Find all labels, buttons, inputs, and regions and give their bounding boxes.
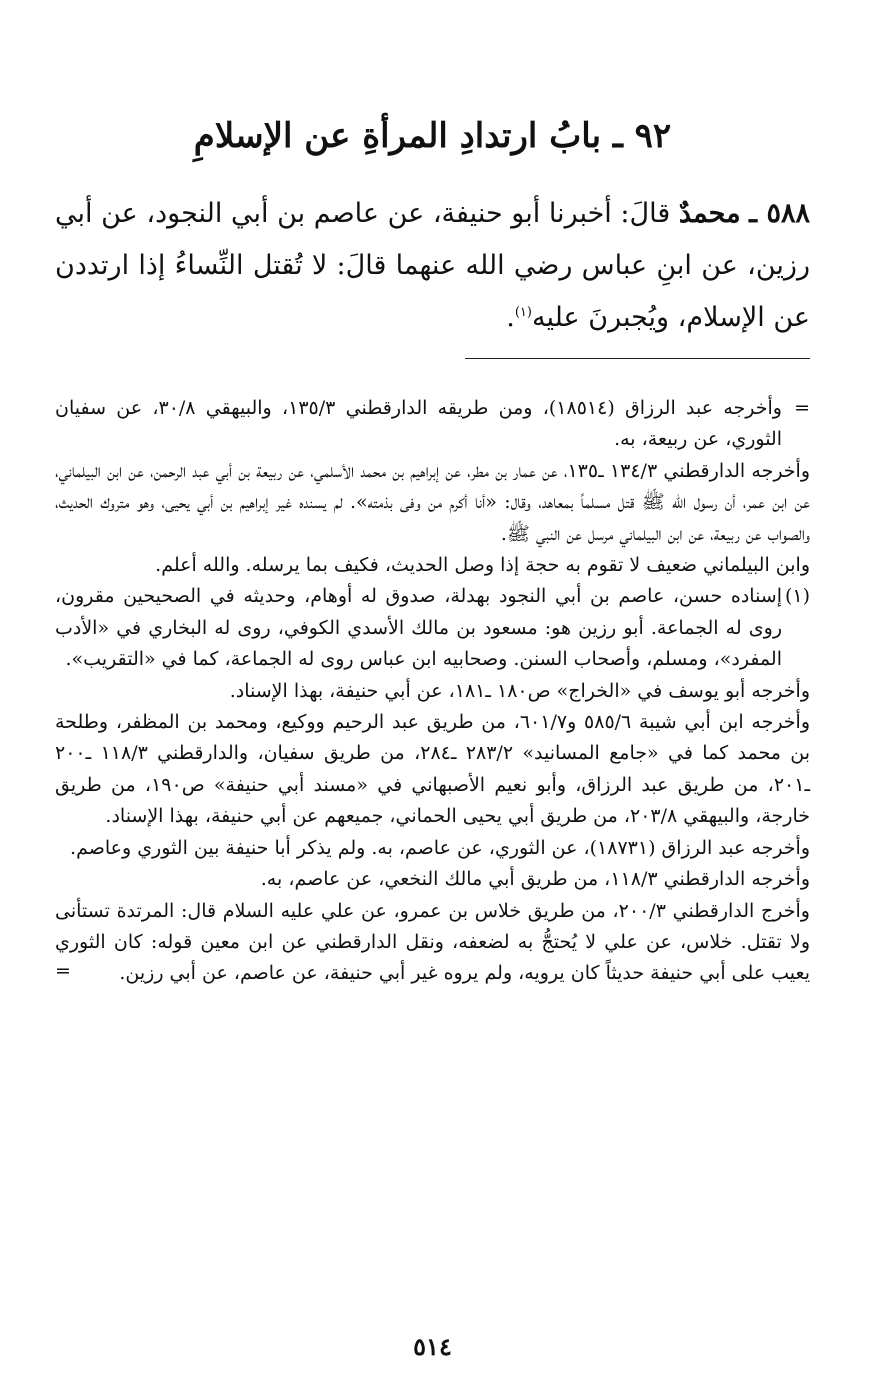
footnote-paragraph: وأخرجه أبو يوسف في «الخراج» ص١٨٠ ـ١٨١، عن أبي حنيفة، بهذا الإسناد. [229,679,810,702]
hadith-end: . [506,302,515,333]
footnote-continuation-text: وأخرجه عبد الرزاق (١٨٥١٤)، ومن طريقه الدارقطني ١٣٥/٣، والبيهقي ٣٠/٨، عن سفيان الثوري، عن ربيعة، به. [55,397,782,451]
footnote-1-text: إسناده حسن، عاصم بن أبي النجود بهدلة، صدوق له أوهام، وحديثه في الصحيحين مقرون، روى له الجماعة. أبو رزين هو: مسعود بن مالك الأسدي الكوفي، روى له البخاري في «الأدب المفرد»، ومسلم، وأصحاب السنن. وصحابيه ابن عباس روى له الجماعة، كما في «التقريب». [55,585,782,671]
footnote-paragraph [55,896,810,990]
book-page [55,0,810,1392]
footnote-paragraph-text: وأخرج الدارقطني ٢٠٠/٣، من طريق خلاس بن عمرو، عن علي عليه السلام قال: المرتدة تستأنى ولا تقتل. خلاس، عن علي لا يُحتجُّ به لضعفه، ونقل الدارقطني عن ابن معين قوله: كان الثوري يعيب على أبي حنيفة حديثاً كان يرويه، ولم يروه غير أبي حنيفة، عن عاصم، عن أبي رزين. [55,899,810,985]
footnote-paragraph: وأخرجه الدارقطني ١٣٤/٣ ـ١٣٥، عن عمار بن مطر، عن إبراهيم بن محمد الأسلمي، عن ربيعة بن أبي عبد الرحمن، عن ابن البيلماني، عن ابن عمر، أن رسول الله ﷺ قتل مسلماً بمعاهد، وقال: «أنا أكرم من وفى بذمته». لم يسنده غير إبراهيم بن أبي يحيى، وهو متروك الحديث، والصواب عن ربيعة، عن ابن البيلماني مرسل عن النبي ﷺ. [55,459,811,545]
footnote-separator [465,358,810,359]
page-number: ٥١٤ [413,1332,452,1361]
continues-next-page-mark: = [55,960,71,983]
footnote-paragraph: وأخرجه عبد الرزاق (١٨٧٣١)، عن الثوري، عن عاصم، به. ولم يذكر أبا حنيفة بين الثوري وعاصم. [70,836,810,859]
footnote-paragraph: وأخرجه الدارقطني ١١٨/٣، من طريق أبي مالك النخعي، عن عاصم، به. [260,868,810,891]
footnotes [55,393,810,990]
hadith-body: قالَ: أخبرنا أبو حنيفة، عن عاصم بن أبي النجود، عن أبي رزين، عن ابنِ عباس رضي الله عنهما قالَ: لا تُقتل النِّساءُ إذا ارتددن عن الإسلام، ويُجبرنَ عليه [55,198,810,333]
footnote-paragraph: وأخرجه ابن أبي شيبة ٥٨٥/٦ و٦٠١/٧، من طريق عبد الرحيم ووكيع، ومحمد بن المظفر، وطلحة بن محمد كما في «جامع المسانيد» ٢٨٣/٢ ـ٢٨٤، من طريق سفيان، والدارقطني ١١٨/٣ ـ٢٠٠ ـ٢٠١، من طريق عبد الرزاق، وأبو نعيم الأصبهاني في «مسند أبي حنيفة» ص١٩٠، من طريق خارجة، والبيهقي ٢٠٣/٨، من طريق أبي يحيى الحماني، جميعهم عن أبي حنيفة، بهذا الإسناد. [55,711,811,828]
hadith-text [55,188,810,344]
chapter-title: ٩٢ ـ بابُ ارتدادِ المرأةِ عن الإسلامِ [193,116,672,156]
footnote-1-mark: (١) [784,585,810,608]
footnote-paragraph: وابن البيلماني ضعيف لا تقوم به حجة إذا وصل الحديث، فكيف بما يرسله. والله أعلم. [155,554,810,577]
footnote-reference: (١) [514,305,532,320]
hadith-number: ٥٨٨ ـ [749,198,810,229]
footnote-continuation [55,393,810,456]
continuation-mark: = [794,397,810,419]
hadith-narrator: محمدٌ [678,198,741,229]
footnote-1 [55,581,810,675]
